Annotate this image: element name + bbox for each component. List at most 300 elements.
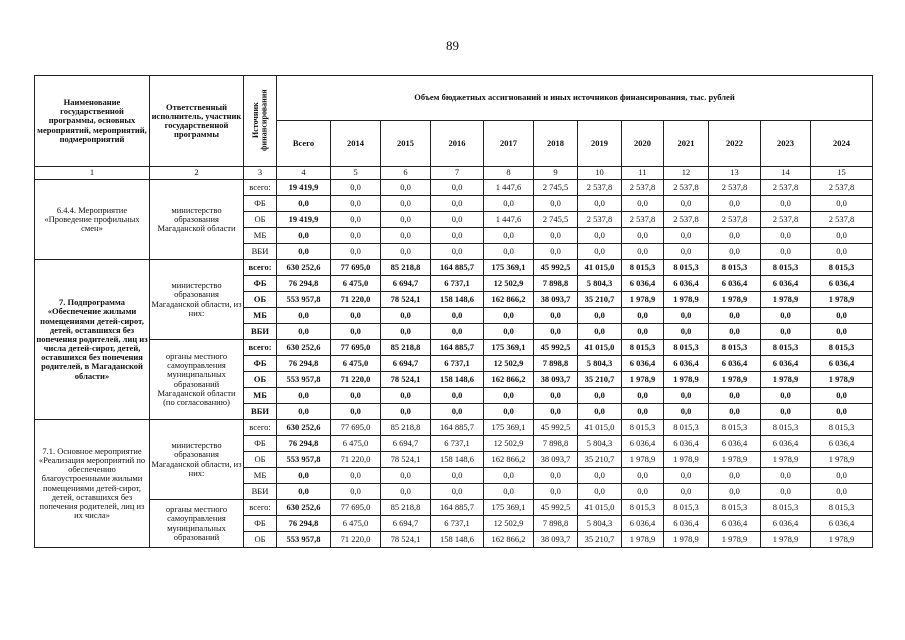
amount-cell: 45 992,5 [534,500,578,516]
amount-cell: 0,0 [381,484,431,500]
amount-cell: 8 015,3 [622,500,664,516]
table-row [35,420,873,436]
amount-cell: 0,0 [431,404,484,420]
funding-source: ОБ [244,372,277,388]
amount-cell: 77 695,0 [331,260,381,276]
amount-cell: 0,0 [578,388,622,404]
amount-cell: 553 957,8 [277,452,331,468]
amount-cell: 0,0 [578,308,622,324]
responsible-executor: органы местного самоуправления муниципальных образований Магаданской области (по согласованию) [150,340,244,420]
amount-cell: 0,0 [664,484,709,500]
amount-cell: 35 210,7 [578,372,622,388]
header-span-title: Объем бюджетных ассигнований и иных источников финансирования, тыс. рублей [277,76,873,121]
amount-cell: 6 036,4 [761,356,811,372]
amount-cell: 8 015,3 [622,260,664,276]
amount-cell: 6 694,7 [381,276,431,292]
amount-cell: 0,0 [331,388,381,404]
amount-cell: 0,0 [709,196,761,212]
amount-cell: 0,0 [331,308,381,324]
amount-cell: 6 475,0 [331,516,381,532]
amount-cell: 0,0 [811,484,873,500]
amount-cell: 8 015,3 [664,340,709,356]
column-number: 4 [277,167,331,180]
amount-cell: 8 015,3 [761,260,811,276]
amount-cell: 1 978,9 [709,372,761,388]
amount-cell: 2 537,8 [664,212,709,228]
amount-cell: 0,0 [622,228,664,244]
amount-cell: 6 036,4 [664,356,709,372]
column-number: 1 [35,167,150,180]
amount-cell: 35 210,7 [578,532,622,548]
amount-cell: 0,0 [664,244,709,260]
amount-cell: 8 015,3 [664,420,709,436]
amount-cell: 0,0 [761,244,811,260]
amount-cell: 78 524,1 [381,452,431,468]
amount-cell: 630 252,6 [277,420,331,436]
amount-cell: 0,0 [431,484,484,500]
amount-cell: 0,0 [277,228,331,244]
amount-cell: 1 447,6 [484,180,534,196]
amount-cell: 0,0 [277,388,331,404]
table-row [35,500,873,516]
amount-cell: 6 036,4 [664,436,709,452]
amount-cell: 38 093,7 [534,532,578,548]
amount-cell: 35 210,7 [578,292,622,308]
amount-cell: 2 537,8 [578,180,622,196]
column-number: 15 [811,167,873,180]
amount-cell: 175 369,1 [484,340,534,356]
amount-cell: 71 220,0 [331,452,381,468]
amount-cell: 0,0 [331,228,381,244]
amount-cell: 0,0 [578,484,622,500]
amount-cell: 2 537,8 [664,180,709,196]
amount-cell: 0,0 [664,196,709,212]
funding-source: ВБИ [244,244,277,260]
amount-cell: 0,0 [331,404,381,420]
amount-cell: 158 148,6 [431,372,484,388]
amount-cell: 0,0 [331,212,381,228]
amount-cell: 38 093,7 [534,452,578,468]
funding-source: ОБ [244,292,277,308]
amount-cell: 85 218,8 [381,420,431,436]
amount-cell: 0,0 [331,468,381,484]
amount-cell: 2 537,8 [761,180,811,196]
amount-cell: 6 475,0 [331,276,381,292]
amount-cell: 0,0 [381,196,431,212]
amount-cell: 0,0 [811,196,873,212]
amount-cell: 1 978,9 [811,452,873,468]
amount-cell: 0,0 [622,308,664,324]
budget-table [34,75,873,548]
funding-source: всего: [244,180,277,196]
header-year: 2015 [381,121,431,167]
amount-cell: 77 695,0 [331,500,381,516]
amount-cell: 0,0 [381,228,431,244]
amount-cell: 0,0 [664,324,709,340]
amount-cell: 0,0 [811,388,873,404]
funding-source: всего: [244,340,277,356]
program-name: 6.4.4. Мероприятие «Проведение профильных смен» [35,180,150,260]
funding-source: ФБ [244,196,277,212]
amount-cell: 6 737,1 [431,356,484,372]
amount-cell: 0,0 [277,324,331,340]
column-number: 10 [578,167,622,180]
amount-cell: 1 978,9 [664,292,709,308]
amount-cell: 8 015,3 [709,340,761,356]
amount-cell: 78 524,1 [381,532,431,548]
amount-cell: 7 898,8 [534,436,578,452]
amount-cell: 162 866,2 [484,292,534,308]
table-row [35,260,873,276]
amount-cell: 0,0 [709,404,761,420]
amount-cell: 1 978,9 [622,452,664,468]
column-number: 13 [709,167,761,180]
amount-cell: 1 978,9 [709,292,761,308]
amount-cell: 8 015,3 [709,260,761,276]
amount-cell: 158 148,6 [431,292,484,308]
funding-source: МБ [244,388,277,404]
amount-cell: 6 036,4 [761,276,811,292]
amount-cell: 6 036,4 [761,436,811,452]
amount-cell: 1 978,9 [761,292,811,308]
page-number: 89 [446,38,459,53]
amount-cell: 8 015,3 [622,420,664,436]
amount-cell: 0,0 [277,484,331,500]
amount-cell: 7 898,8 [534,516,578,532]
column-number: 2 [150,167,244,180]
column-number: 3 [244,167,277,180]
amount-cell: 6 036,4 [709,516,761,532]
amount-cell: 0,0 [431,212,484,228]
amount-cell: 41 015,0 [578,500,622,516]
amount-cell: 1 978,9 [622,532,664,548]
amount-cell: 6 475,0 [331,436,381,452]
amount-cell: 0,0 [811,308,873,324]
amount-cell: 6 694,7 [381,436,431,452]
funding-source: ОБ [244,452,277,468]
amount-cell: 0,0 [484,196,534,212]
amount-cell: 0,0 [277,404,331,420]
amount-cell: 45 992,5 [534,260,578,276]
funding-source: ФБ [244,436,277,452]
amount-cell: 85 218,8 [381,260,431,276]
amount-cell: 0,0 [331,244,381,260]
amount-cell: 0,0 [578,324,622,340]
amount-cell: 630 252,6 [277,260,331,276]
amount-cell: 0,0 [484,388,534,404]
amount-cell: 0,0 [381,308,431,324]
amount-cell: 0,0 [578,468,622,484]
amount-cell: 2 537,8 [709,212,761,228]
amount-cell: 0,0 [277,244,331,260]
amount-cell: 0,0 [664,388,709,404]
amount-cell: 6 694,7 [381,516,431,532]
amount-cell: 6 694,7 [381,356,431,372]
amount-cell: 8 015,3 [811,420,873,436]
amount-cell: 8 015,3 [761,340,811,356]
amount-cell: 85 218,8 [381,340,431,356]
amount-cell: 0,0 [811,404,873,420]
amount-cell: 0,0 [709,468,761,484]
amount-cell: 19 419,9 [277,212,331,228]
amount-cell: 2 537,8 [709,180,761,196]
amount-cell: 0,0 [381,324,431,340]
table-row [35,340,873,356]
amount-cell: 164 885,7 [431,340,484,356]
amount-cell: 8 015,3 [761,420,811,436]
table-row [35,180,873,196]
funding-source: МБ [244,228,277,244]
amount-cell: 164 885,7 [431,420,484,436]
amount-cell: 5 804,3 [578,516,622,532]
amount-cell: 7 898,8 [534,356,578,372]
amount-cell: 38 093,7 [534,292,578,308]
amount-cell: 6 737,1 [431,276,484,292]
amount-cell: 175 369,1 [484,260,534,276]
header-year: Всего [277,121,331,167]
amount-cell: 6 036,4 [622,516,664,532]
amount-cell: 0,0 [761,468,811,484]
amount-cell: 0,0 [761,404,811,420]
amount-cell: 0,0 [709,484,761,500]
column-number: 7 [431,167,484,180]
responsible-executor: министерство образования Магаданской области, из них: [150,260,244,340]
funding-source: ФБ [244,276,277,292]
header-col-source [244,76,277,167]
amount-cell: 6 737,1 [431,516,484,532]
amount-cell: 175 369,1 [484,500,534,516]
amount-cell: 630 252,6 [277,340,331,356]
amount-cell: 0,0 [622,324,664,340]
amount-cell: 0,0 [709,228,761,244]
amount-cell: 78 524,1 [381,372,431,388]
amount-cell: 0,0 [622,468,664,484]
amount-cell: 77 695,0 [331,340,381,356]
responsible-executor: министерство образования Магаданской области [150,180,244,260]
amount-cell: 45 992,5 [534,340,578,356]
amount-cell: 0,0 [664,468,709,484]
amount-cell: 2 537,8 [811,180,873,196]
amount-cell: 12 502,9 [484,276,534,292]
amount-cell: 71 220,0 [331,532,381,548]
amount-cell: 71 220,0 [331,292,381,308]
amount-cell: 6 475,0 [331,356,381,372]
amount-cell: 19 419,9 [277,180,331,196]
amount-cell: 0,0 [381,468,431,484]
column-number: 8 [484,167,534,180]
amount-cell: 1 978,9 [811,532,873,548]
amount-cell: 158 148,6 [431,452,484,468]
funding-source: всего: [244,500,277,516]
amount-cell: 0,0 [811,244,873,260]
funding-source: ФБ [244,516,277,532]
amount-cell: 76 294,8 [277,276,331,292]
header-year: 2023 [761,121,811,167]
amount-cell: 0,0 [709,388,761,404]
amount-cell: 0,0 [331,484,381,500]
amount-cell: 0,0 [484,404,534,420]
amount-cell: 5 804,3 [578,436,622,452]
amount-cell: 77 695,0 [331,420,381,436]
header-year: 2022 [709,121,761,167]
amount-cell: 6 036,4 [761,516,811,532]
amount-cell: 0,0 [578,196,622,212]
amount-cell: 1 978,9 [811,292,873,308]
amount-cell: 8 015,3 [811,340,873,356]
amount-cell: 0,0 [484,308,534,324]
amount-cell: 0,0 [534,196,578,212]
column-number: 5 [331,167,381,180]
amount-cell: 0,0 [431,196,484,212]
header-year: 2014 [331,121,381,167]
amount-cell: 8 015,3 [761,500,811,516]
amount-cell: 76 294,8 [277,436,331,452]
funding-source: всего: [244,260,277,276]
program-name: 7. Подпрограмма «Обеспечение жилыми помещениями детей-сирот, детей, оставшихся без попечения родителей, лиц из числа детей-сирот, детей, оставшихся без попечения родителей, в Магаданской области» [35,260,150,420]
amount-cell: 1 978,9 [622,292,664,308]
amount-cell: 0,0 [709,308,761,324]
header-year: 2017 [484,121,534,167]
responsible-executor: органы местного самоуправления муниципальных образований [150,500,244,548]
amount-cell: 0,0 [578,244,622,260]
funding-source: ВБИ [244,324,277,340]
amount-cell: 6 036,4 [709,276,761,292]
amount-cell: 8 015,3 [709,500,761,516]
amount-cell: 0,0 [381,212,431,228]
amount-cell: 0,0 [484,228,534,244]
amount-cell: 0,0 [431,244,484,260]
amount-cell: 0,0 [709,324,761,340]
amount-cell: 0,0 [331,180,381,196]
amount-cell: 8 015,3 [811,260,873,276]
header-col-responsible: Ответственный исполнитель, участник государственной программы [150,76,244,167]
amount-cell: 0,0 [431,468,484,484]
amount-cell: 1 978,9 [664,452,709,468]
amount-cell: 2 537,8 [622,180,664,196]
amount-cell: 1 978,9 [761,372,811,388]
amount-cell: 0,0 [811,324,873,340]
amount-cell: 162 866,2 [484,532,534,548]
amount-cell: 164 885,7 [431,260,484,276]
amount-cell: 12 502,9 [484,516,534,532]
amount-cell: 0,0 [331,196,381,212]
amount-cell: 85 218,8 [381,500,431,516]
column-number: 11 [622,167,664,180]
amount-cell: 0,0 [622,404,664,420]
amount-cell: 8 015,3 [664,260,709,276]
amount-cell: 0,0 [534,324,578,340]
amount-cell: 5 804,3 [578,276,622,292]
amount-cell: 164 885,7 [431,500,484,516]
amount-cell: 0,0 [709,244,761,260]
amount-cell: 0,0 [331,324,381,340]
header-year: 2020 [622,121,664,167]
amount-cell: 41 015,0 [578,260,622,276]
amount-cell: 0,0 [534,228,578,244]
amount-cell: 0,0 [664,308,709,324]
amount-cell: 12 502,9 [484,356,534,372]
amount-cell: 7 898,8 [534,276,578,292]
funding-source: МБ [244,468,277,484]
amount-cell: 0,0 [381,388,431,404]
amount-cell: 0,0 [761,196,811,212]
amount-cell: 2 745,5 [534,180,578,196]
header-year: 2019 [578,121,622,167]
amount-cell: 0,0 [431,228,484,244]
amount-cell: 0,0 [534,404,578,420]
amount-cell: 41 015,0 [578,340,622,356]
amount-cell: 78 524,1 [381,292,431,308]
amount-cell: 0,0 [761,324,811,340]
amount-cell: 0,0 [811,228,873,244]
amount-cell: 2 537,8 [578,212,622,228]
amount-cell: 41 015,0 [578,420,622,436]
column-number: 12 [664,167,709,180]
amount-cell: 162 866,2 [484,372,534,388]
header-col-source-label: Источник финансирования [250,89,268,151]
amount-cell: 1 978,9 [622,372,664,388]
header-year: 2024 [811,121,873,167]
header-col-name: Наименование государственной программы, основных мероприятий, мероприятий, подмероприятий [35,76,150,167]
amount-cell: 1 447,6 [484,212,534,228]
amount-cell: 0,0 [431,388,484,404]
amount-cell: 6 036,4 [622,356,664,372]
amount-cell: 8 015,3 [664,500,709,516]
amount-cell: 1 978,9 [811,372,873,388]
amount-cell: 76 294,8 [277,516,331,532]
amount-cell: 0,0 [622,196,664,212]
amount-cell: 0,0 [277,308,331,324]
amount-cell: 0,0 [277,196,331,212]
amount-cell: 6 036,4 [811,436,873,452]
amount-cell: 45 992,5 [534,420,578,436]
amount-cell: 0,0 [622,244,664,260]
amount-cell: 1 978,9 [664,532,709,548]
amount-cell: 0,0 [431,180,484,196]
amount-cell: 0,0 [811,468,873,484]
header-year: 2021 [664,121,709,167]
amount-cell: 553 957,8 [277,372,331,388]
amount-cell: 0,0 [484,484,534,500]
amount-cell: 8 015,3 [811,500,873,516]
column-number: 14 [761,167,811,180]
amount-cell: 1 978,9 [709,532,761,548]
amount-cell: 0,0 [622,484,664,500]
amount-cell: 0,0 [578,404,622,420]
amount-cell: 0,0 [534,244,578,260]
amount-cell: 1 978,9 [761,452,811,468]
amount-cell: 158 148,6 [431,532,484,548]
amount-cell: 1 978,9 [761,532,811,548]
amount-cell: 0,0 [431,308,484,324]
amount-cell: 6 036,4 [664,516,709,532]
amount-cell: 0,0 [761,308,811,324]
amount-cell: 0,0 [484,244,534,260]
amount-cell: 8 015,3 [709,420,761,436]
funding-source: всего: [244,420,277,436]
funding-source: ОБ [244,212,277,228]
amount-cell: 0,0 [484,324,534,340]
amount-cell: 1 978,9 [664,372,709,388]
column-number: 6 [381,167,431,180]
amount-cell: 553 957,8 [277,292,331,308]
amount-cell: 6 036,4 [811,356,873,372]
amount-cell: 0,0 [578,228,622,244]
funding-source: МБ [244,308,277,324]
amount-cell: 0,0 [622,388,664,404]
header-year: 2018 [534,121,578,167]
amount-cell: 38 093,7 [534,372,578,388]
